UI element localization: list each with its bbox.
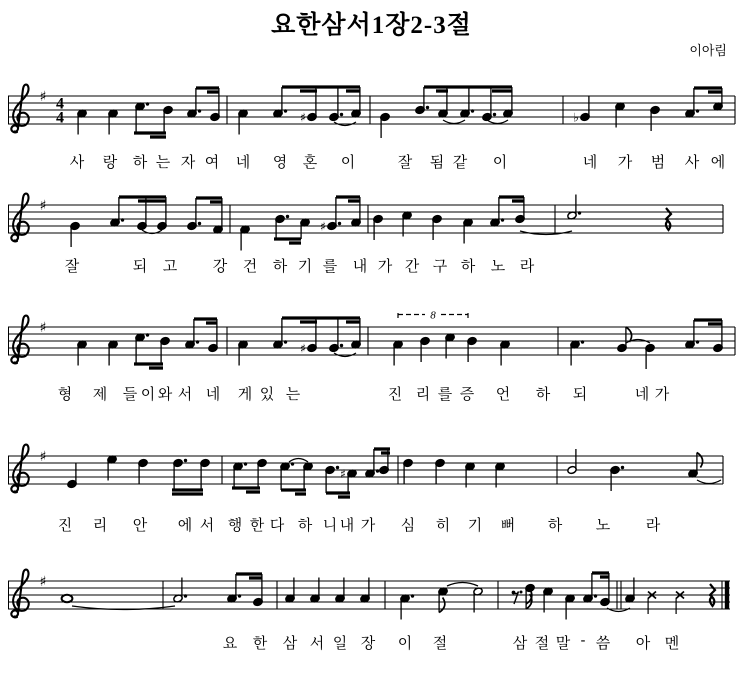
lyrics-line-2: [0, 255, 743, 275]
note: [108, 340, 118, 365]
treble-clef-icon: [11, 85, 28, 133]
lyric-syllable: 노: [490, 258, 506, 275]
note: [435, 459, 445, 484]
lyric-syllable: 는: [155, 154, 171, 171]
note: [77, 340, 87, 365]
note: [393, 340, 403, 365]
lyric-syllable: 아: [635, 635, 651, 652]
lyric-syllable: 말: [555, 635, 571, 652]
treble-clef-icon: [11, 445, 28, 493]
lyric-syllable: 잘: [397, 154, 413, 171]
note: [650, 106, 660, 131]
lyric-syllable: 하: [547, 517, 563, 534]
note: [275, 215, 289, 239]
lyric-syllable: 언: [495, 386, 511, 403]
note: [617, 327, 632, 352]
lyric-syllable: 됨: [429, 154, 445, 171]
lyric-syllable: 히: [435, 517, 451, 534]
lyric-syllable: 사: [69, 154, 85, 171]
lyric-syllable: 절: [432, 635, 448, 652]
lyric-syllable: 기: [297, 258, 313, 275]
lyric-syllable: 가: [617, 154, 633, 171]
note: [135, 102, 149, 133]
lyric-syllable: 가: [360, 517, 376, 534]
note: [300, 218, 310, 239]
note: [567, 195, 581, 220]
note: [280, 462, 294, 490]
lyric-syllable: 형: [57, 386, 73, 403]
lyric-syllable: 이: [397, 635, 413, 652]
lyric-syllable: 일: [332, 635, 348, 652]
lyric-syllable: 네: [205, 386, 221, 403]
lyric-syllable: 에: [710, 154, 726, 171]
note: [238, 109, 248, 134]
note: [273, 87, 287, 118]
lyric-syllable: 강: [212, 258, 228, 275]
note: [238, 340, 248, 365]
lyric-syllable: 니: [322, 517, 338, 534]
lyric-syllable: 진: [57, 517, 73, 534]
lyric-syllable: 절: [534, 635, 550, 652]
note: [467, 337, 477, 362]
treble-clef-icon: [11, 194, 28, 242]
sharp-accidental: ♯: [300, 110, 306, 125]
note: [329, 318, 343, 352]
key-signature-sharp: ♯: [39, 449, 47, 465]
note: [610, 466, 624, 491]
note: [135, 333, 149, 364]
note: [70, 222, 80, 247]
lyric-syllable: 행: [227, 517, 243, 534]
key-signature-sharp: ♯: [39, 574, 47, 590]
lyric-syllable: 들: [122, 386, 138, 403]
lyric-syllable: 자: [180, 154, 196, 171]
note: [567, 449, 577, 474]
note: [77, 109, 87, 134]
note: [463, 218, 473, 243]
lyric-syllable: 뻐: [500, 517, 516, 534]
key-signature-sharp: ♯: [39, 198, 47, 214]
lyrics-line-3: [0, 383, 743, 403]
note: [525, 584, 535, 609]
lyric-syllable: 서: [199, 517, 215, 534]
staff-2: [0, 185, 743, 257]
lyric-syllable: 하: [132, 154, 148, 171]
lyric-syllable: 게: [237, 386, 253, 403]
note: [329, 87, 343, 121]
lyric-syllable: 혼: [302, 154, 318, 171]
staff-5: [0, 561, 743, 633]
lyric-syllable: 가: [654, 386, 670, 403]
lyric-syllable: 구: [432, 258, 448, 275]
lyric-syllable: 증: [459, 386, 475, 403]
lyric-syllable: 를: [437, 386, 453, 403]
note: [565, 594, 575, 619]
lyric-syllable: 잘: [64, 258, 80, 275]
lyric-syllable: 와: [157, 386, 173, 403]
lyric-syllable: 네: [634, 386, 650, 403]
note: [163, 106, 173, 133]
lyric-syllable: 간: [404, 258, 420, 275]
lyric-syllable: 리: [415, 386, 431, 403]
note: [500, 340, 510, 365]
lyric-syllable: 랑: [102, 154, 118, 171]
key-signature-sharp: ♯: [39, 89, 47, 105]
note: [460, 87, 474, 118]
note: [432, 215, 442, 240]
lyric-syllable: 다: [269, 517, 285, 534]
lyric-syllable: 삼: [512, 635, 528, 652]
note: [240, 225, 250, 250]
lyric-syllable: 안: [132, 517, 148, 534]
lyrics-line-4: [0, 514, 743, 534]
note: [160, 337, 170, 364]
treble-clef-icon: [11, 316, 28, 364]
lyric-syllable: 내: [352, 258, 368, 275]
note: [138, 459, 148, 484]
lyric-syllable: 이: [340, 154, 356, 171]
lyric-syllable: 고: [162, 258, 178, 275]
lyric-syllable: 씀: [595, 635, 611, 652]
note: [67, 463, 77, 488]
note: [340, 467, 357, 493]
octave-8-mark: 8: [430, 309, 436, 322]
sharp-accidental: ♯: [320, 219, 326, 234]
lyrics-line-1: [0, 151, 743, 171]
note: [400, 594, 414, 619]
lyric-syllable: 되: [132, 258, 148, 275]
lyric-syllable: 같: [452, 154, 468, 171]
lyric-syllable: 가: [377, 258, 393, 275]
time-signature-denominator: 4: [56, 109, 64, 127]
note: [403, 459, 413, 484]
lyric-syllable: 에: [177, 517, 193, 534]
note: [108, 109, 118, 134]
lyric-syllable: 하: [535, 386, 551, 403]
note: [420, 337, 430, 362]
sharp-accidental: ♯: [300, 341, 306, 356]
lyric-syllable: 사: [684, 154, 700, 171]
tie: [289, 459, 308, 463]
lyric-syllable: 여: [204, 154, 220, 171]
lyric-syllable: 하: [297, 517, 313, 534]
lyric-syllable: 제: [92, 386, 108, 403]
tie: [447, 583, 478, 587]
tie: [697, 480, 721, 484]
lyric-syllable: 서: [177, 386, 193, 403]
lyric-syllable: 를: [322, 258, 338, 275]
note: [645, 344, 655, 369]
lyric-syllable: 네: [582, 154, 598, 171]
lyric-syllable: 범: [650, 154, 666, 171]
lyric-syllable: 네: [235, 154, 251, 171]
lyric-syllable: 장: [360, 635, 376, 652]
lyric-syllable: 멘: [664, 635, 680, 652]
lyric-syllable: 되: [572, 386, 588, 403]
note: [373, 215, 383, 240]
page-title: 요한삼서1장2-3절: [271, 12, 472, 39]
lyric-syllable: 는: [285, 386, 301, 403]
note: [273, 318, 287, 349]
lyric-syllable: 하: [460, 258, 476, 275]
key-signature-sharp: ♯: [39, 320, 47, 336]
lyric-syllable: 기: [467, 517, 483, 534]
lyric-syllable: 삼: [282, 635, 298, 652]
note: [62, 595, 73, 602]
flat-accidental: ♭: [573, 110, 579, 125]
lyric-syllable: 건: [242, 258, 258, 275]
lyric-syllable: 심: [400, 517, 416, 534]
lyric-syllable: 라: [645, 517, 661, 534]
composer-credit: 이아림: [689, 43, 727, 58]
lyric-syllable: 있: [259, 386, 275, 403]
sharp-accidental: ♯: [340, 467, 346, 481]
lyric-syllable: 내: [339, 517, 355, 534]
lyric-syllable: 이: [492, 154, 508, 171]
note: [303, 462, 313, 490]
lyric-syllable: 서: [309, 635, 325, 652]
treble-clef-icon: [11, 570, 28, 618]
note: [380, 113, 390, 138]
note: [320, 197, 341, 234]
lyrics-line-5: [0, 632, 743, 652]
lyric-syllable: 라: [519, 258, 535, 275]
note: [200, 459, 210, 490]
lyric-syllable: 이: [140, 386, 156, 403]
lyric-syllable: 노: [595, 517, 611, 534]
staff-1: [0, 76, 743, 148]
staff-4: [0, 436, 743, 508]
note: [570, 340, 584, 365]
lyric-syllable: 한: [249, 517, 265, 534]
time-signature-numerator: 4: [56, 95, 64, 113]
lyric-syllable: 진: [387, 386, 403, 403]
lyric-syllable: 한: [252, 635, 268, 652]
lyric-syllable: 하: [272, 258, 288, 275]
tie: [487, 120, 508, 124]
lyric-syllable: 요: [222, 635, 238, 652]
lyric-syllable: 영: [272, 154, 288, 171]
tie: [443, 120, 465, 124]
staff-3: [0, 307, 743, 379]
lyric-syllable: -: [580, 632, 586, 649]
lyric-syllable: 리: [92, 517, 108, 534]
